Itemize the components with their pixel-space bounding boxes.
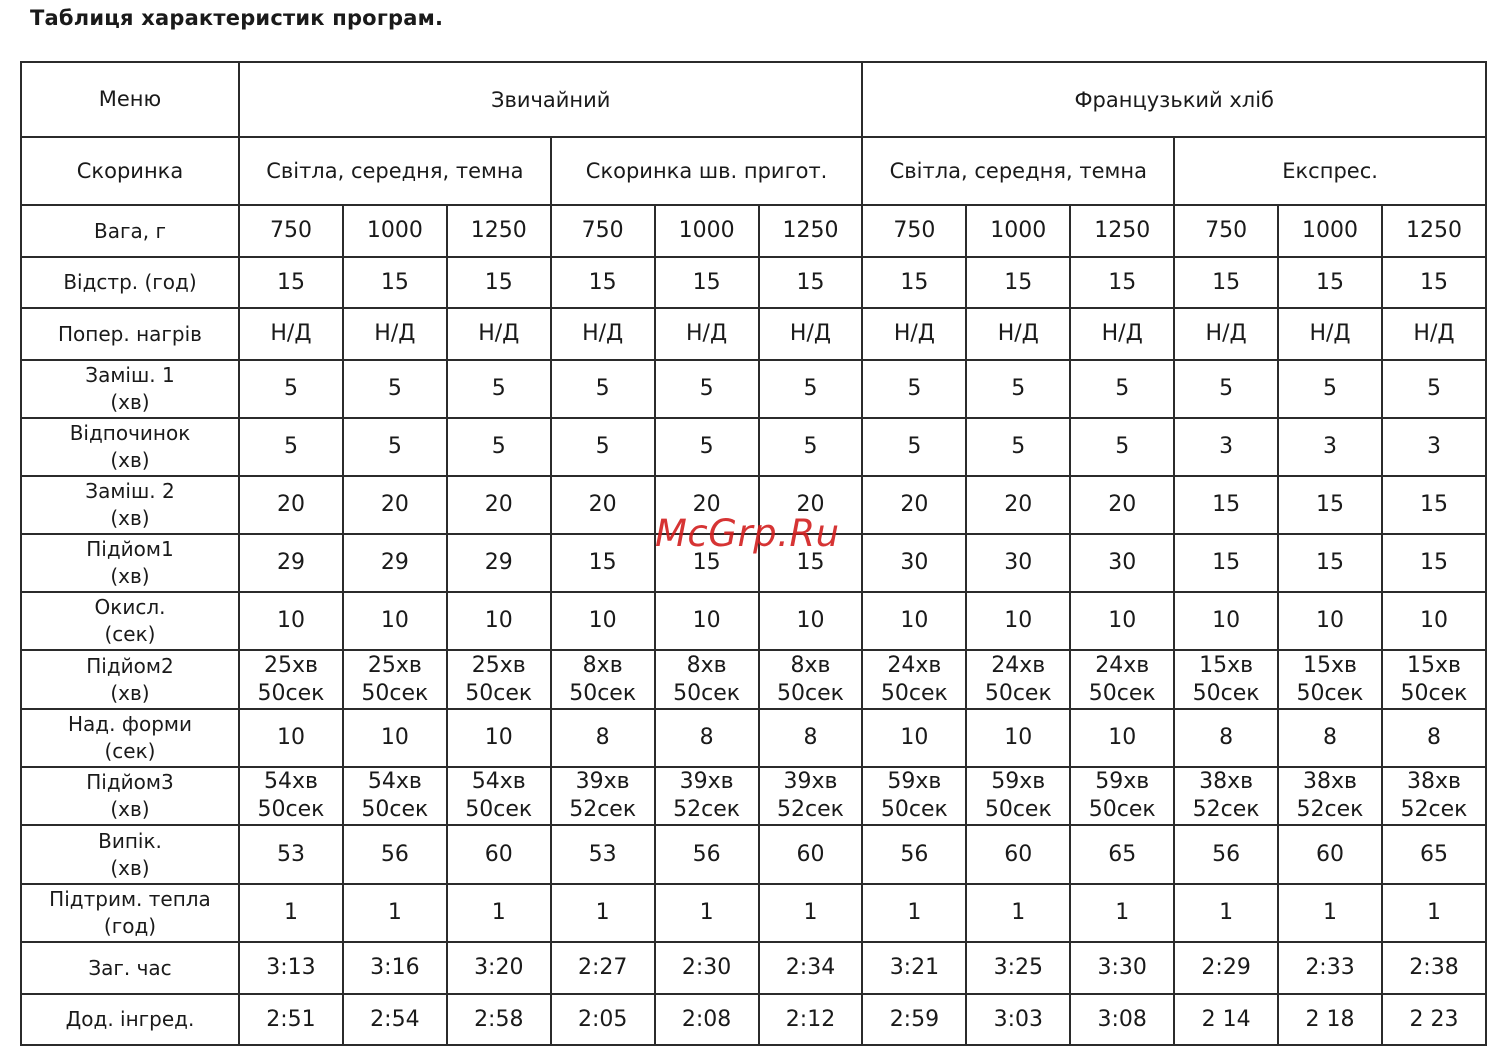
row-label xyxy=(21,994,239,1045)
row-label-line: (сек) xyxy=(104,739,156,763)
table-cell: Н/Д xyxy=(862,308,966,360)
cell-line: 50сек xyxy=(1088,797,1156,822)
table-row xyxy=(21,825,1486,884)
row-label-line: (хв) xyxy=(110,390,150,414)
table-cell: 29 xyxy=(447,534,551,592)
table-cell: 2 23 xyxy=(1382,994,1486,1045)
cell-line: 38хв xyxy=(1199,769,1254,794)
table-cell xyxy=(1278,650,1382,709)
table-cell: 10 xyxy=(862,709,966,767)
cell-line: 15хв xyxy=(1199,652,1254,678)
table-cell xyxy=(1382,767,1486,825)
cell-line: 24хв xyxy=(887,652,942,678)
cell-line: 50сек xyxy=(257,680,325,706)
table-cell: 10 xyxy=(343,709,447,767)
table-cell xyxy=(1278,767,1382,825)
table-cell: 15 xyxy=(1382,257,1486,308)
table-cell: 1 xyxy=(1174,884,1278,942)
watermark: McGrp.Ru xyxy=(655,512,840,555)
menu-group-french-bread: Французький хліб xyxy=(862,62,1486,137)
table-row xyxy=(21,767,1486,825)
cell-line: 50сек xyxy=(465,680,533,706)
table-cell: 5 xyxy=(1278,360,1382,418)
cell-line: 38хв xyxy=(1406,769,1461,794)
row-label-line: (год) xyxy=(103,914,157,938)
row-label xyxy=(21,709,239,767)
cell-line: 59хв xyxy=(1095,769,1150,794)
cell-line: 50сек xyxy=(880,680,948,706)
table-cell: 20 xyxy=(343,476,447,534)
row-label xyxy=(21,360,239,418)
row-label-line: Заг. час xyxy=(88,955,172,980)
table-cell: 60 xyxy=(966,825,1070,884)
table-cell: 5 xyxy=(343,418,447,476)
cell-line: 50сек xyxy=(257,797,325,822)
table-cell: 15 xyxy=(1278,476,1382,534)
cell-line: 50сек xyxy=(673,680,741,706)
table-row xyxy=(21,308,1486,360)
table-cell: 1 xyxy=(239,884,343,942)
table-cell: 15 xyxy=(655,534,759,592)
table-cell: 5 xyxy=(239,418,343,476)
table-cell: 15 xyxy=(1278,534,1382,592)
table-cell: 3:30 xyxy=(1070,942,1174,994)
table-cell xyxy=(759,767,863,825)
row-label-line: (хв) xyxy=(110,448,150,472)
table-cell: 10 xyxy=(447,709,551,767)
table-cell: 2 18 xyxy=(1278,994,1382,1045)
row-label-line: Попер. нагрів xyxy=(58,321,202,346)
table-cell xyxy=(447,767,551,825)
row-label-line: Випік. xyxy=(98,828,162,853)
cell-line: 50сек xyxy=(984,797,1052,822)
crust-label: Скоринка xyxy=(21,137,239,205)
row-label-line: (хв) xyxy=(110,506,150,530)
table-cell: 1000 xyxy=(966,205,1070,257)
row-label xyxy=(21,205,239,257)
table-cell: 3:16 xyxy=(343,942,447,994)
table-cell: 10 xyxy=(239,592,343,650)
cell-line: 52сек xyxy=(777,797,844,822)
table-cell: 1250 xyxy=(1382,205,1486,257)
table-cell: 1250 xyxy=(447,205,551,257)
table-cell: 2 14 xyxy=(1174,994,1278,1045)
row-label xyxy=(21,884,239,942)
table-row xyxy=(21,709,1486,767)
table-row xyxy=(21,360,1486,418)
table-cell: 750 xyxy=(239,205,343,257)
table-cell: Н/Д xyxy=(1070,308,1174,360)
table-cell: 2:08 xyxy=(655,994,759,1045)
row-label-line: Над. форми xyxy=(68,712,192,736)
cell-line: 50сек xyxy=(465,797,533,822)
crust-option: Скоринка шв. пригот. xyxy=(551,137,863,205)
table-cell xyxy=(655,767,759,825)
table-cell: 20 xyxy=(551,476,655,534)
table-cell xyxy=(966,650,1070,709)
table-cell: 10 xyxy=(1382,592,1486,650)
row-label-line: (хв) xyxy=(110,855,150,880)
table-cell: 5 xyxy=(862,360,966,418)
table-cell: 56 xyxy=(655,825,759,884)
row-label-line: Підтрим. тепла xyxy=(49,887,211,911)
cell-line: 8хв xyxy=(582,652,623,678)
cell-line: 50сек xyxy=(984,680,1052,706)
row-label-line: Окисл. xyxy=(94,595,166,619)
cell-line: 52сек xyxy=(1192,797,1260,822)
table-cell: 15 xyxy=(447,257,551,308)
table-cell: Н/Д xyxy=(1278,308,1382,360)
table-cell: 56 xyxy=(343,825,447,884)
table-cell: 15 xyxy=(343,257,447,308)
cell-line: 50сек xyxy=(569,680,637,706)
cell-line: 8хв xyxy=(686,652,727,678)
table-cell: 15 xyxy=(759,534,863,592)
cell-line: 54хв xyxy=(471,769,526,794)
table-cell: 15 xyxy=(239,257,343,308)
row-label-line: (сек) xyxy=(104,622,156,646)
table-cell: 20 xyxy=(239,476,343,534)
table-cell: 5 xyxy=(1382,360,1486,418)
row-label xyxy=(21,592,239,650)
table-cell: 8 xyxy=(1278,709,1382,767)
table-cell: 2:34 xyxy=(759,942,863,994)
table-cell: 5 xyxy=(447,360,551,418)
table-cell: 3:20 xyxy=(447,942,551,994)
table-cell: 750 xyxy=(1174,205,1278,257)
table-cell: 3:13 xyxy=(239,942,343,994)
table-cell: 20 xyxy=(966,476,1070,534)
table-cell: 15 xyxy=(759,257,863,308)
row-label xyxy=(21,942,239,994)
cell-line: 50сек xyxy=(1088,680,1156,706)
table-cell: 10 xyxy=(966,709,1070,767)
table-cell: 15 xyxy=(1278,257,1382,308)
table-cell: 2:30 xyxy=(655,942,759,994)
table-cell: 1 xyxy=(1278,884,1382,942)
table-cell xyxy=(1070,650,1174,709)
table-cell: 60 xyxy=(1278,825,1382,884)
table-cell: 8 xyxy=(655,709,759,767)
table-cell: 1 xyxy=(759,884,863,942)
crust-row xyxy=(21,137,1486,205)
table-cell: 3 xyxy=(1382,418,1486,476)
table-cell: 2:05 xyxy=(551,994,655,1045)
table-cell: 20 xyxy=(447,476,551,534)
table-cell xyxy=(1174,767,1278,825)
table-cell: 3 xyxy=(1174,418,1278,476)
row-label-line: (хв) xyxy=(110,564,150,588)
table-cell: 15 xyxy=(862,257,966,308)
table-cell xyxy=(655,650,759,709)
table-cell: 53 xyxy=(239,825,343,884)
row-label xyxy=(21,418,239,476)
table-cell: 10 xyxy=(966,592,1070,650)
table-cell: Н/Д xyxy=(551,308,655,360)
table-cell: 56 xyxy=(862,825,966,884)
cell-line: 15хв xyxy=(1303,652,1357,678)
table-cell: 20 xyxy=(759,476,863,534)
table-cell xyxy=(343,767,447,825)
table-cell: 2:33 xyxy=(1278,942,1382,994)
table-cell: Н/Д xyxy=(966,308,1070,360)
menu-label: Меню xyxy=(21,62,239,137)
table-cell: 3:08 xyxy=(1070,994,1174,1045)
table-row xyxy=(21,592,1486,650)
table-cell: 5 xyxy=(551,360,655,418)
table-cell: 15 xyxy=(655,257,759,308)
table-cell xyxy=(551,767,655,825)
table-cell: 15 xyxy=(1174,534,1278,592)
table-cell xyxy=(1382,650,1486,709)
table-cell: 5 xyxy=(447,418,551,476)
table-cell: 20 xyxy=(1070,476,1174,534)
table-cell: 1 xyxy=(343,884,447,942)
table-cell: 15 xyxy=(551,534,655,592)
table-cell: 5 xyxy=(1070,418,1174,476)
table-cell: Н/Д xyxy=(655,308,759,360)
table-cell: 60 xyxy=(447,825,551,884)
row-label xyxy=(21,308,239,360)
row-label xyxy=(21,767,239,825)
table-cell: 1250 xyxy=(759,205,863,257)
table-cell: 10 xyxy=(343,592,447,650)
table-cell: 5 xyxy=(759,418,863,476)
row-label xyxy=(21,476,239,534)
table-cell: 8 xyxy=(551,709,655,767)
table-cell xyxy=(551,650,655,709)
table-row xyxy=(21,994,1486,1045)
table-cell: 1 xyxy=(551,884,655,942)
table-cell xyxy=(759,650,863,709)
table-cell xyxy=(1070,767,1174,825)
row-label-line: Підйом1 xyxy=(86,537,174,561)
table-cell: 1000 xyxy=(343,205,447,257)
table-cell: 8 xyxy=(1382,709,1486,767)
table-cell xyxy=(447,650,551,709)
table-cell: 2:58 xyxy=(447,994,551,1045)
row-label-line: Підйом3 xyxy=(86,770,174,794)
table-cell: Н/Д xyxy=(343,308,447,360)
table-cell: 15 xyxy=(551,257,655,308)
menu-row xyxy=(21,62,1486,137)
table-cell: 65 xyxy=(1382,825,1486,884)
cell-line: 52сек xyxy=(1400,797,1468,822)
row-label-line: Вага, г xyxy=(94,218,166,243)
table-cell: 5 xyxy=(655,418,759,476)
cell-line: 39хв xyxy=(783,769,838,794)
row-label xyxy=(21,650,239,709)
table-cell: 5 xyxy=(966,360,1070,418)
table-cell: 1 xyxy=(966,884,1070,942)
row-label-line: Заміш. 1 xyxy=(85,363,175,387)
table-cell: 1 xyxy=(447,884,551,942)
table-cell: 65 xyxy=(1070,825,1174,884)
cell-line: 39хв xyxy=(575,769,630,794)
menu-group-regular: Звичайний xyxy=(239,62,862,137)
table-cell: 3:21 xyxy=(862,942,966,994)
table-cell: 5 xyxy=(759,360,863,418)
table-cell: 2:12 xyxy=(759,994,863,1045)
cell-line: 25хв xyxy=(263,652,318,678)
table-cell: 1000 xyxy=(1278,205,1382,257)
table-row xyxy=(21,205,1486,257)
table-cell: 56 xyxy=(1174,825,1278,884)
cell-line: 52сек xyxy=(673,797,741,822)
row-label xyxy=(21,534,239,592)
table-cell: 1 xyxy=(655,884,759,942)
table-cell: 5 xyxy=(551,418,655,476)
row-label xyxy=(21,825,239,884)
table-cell: 1 xyxy=(862,884,966,942)
table-cell: 3:03 xyxy=(966,994,1070,1045)
cell-line: 59хв xyxy=(887,769,942,794)
table-cell: 15 xyxy=(1382,476,1486,534)
cell-line: 39хв xyxy=(679,769,734,794)
table-cell: Н/Д xyxy=(447,308,551,360)
crust-option: Світла, середня, темна xyxy=(862,137,1174,205)
table-cell: 2:51 xyxy=(239,994,343,1045)
cell-line: 15хв xyxy=(1406,652,1461,678)
table-cell: 10 xyxy=(447,592,551,650)
table-cell: 10 xyxy=(1070,592,1174,650)
table-cell: 29 xyxy=(343,534,447,592)
table-cell: 10 xyxy=(862,592,966,650)
cell-line: 52сек xyxy=(569,797,637,822)
table-cell: 2:54 xyxy=(343,994,447,1045)
table-cell: 10 xyxy=(1174,592,1278,650)
table-cell: 2:29 xyxy=(1174,942,1278,994)
table-cell: 3:25 xyxy=(966,942,1070,994)
crust-option: Експрес. xyxy=(1174,137,1486,205)
cell-line: 38хв xyxy=(1303,769,1357,794)
table-row xyxy=(21,257,1486,308)
table-cell: 750 xyxy=(551,205,655,257)
table-cell: 20 xyxy=(862,476,966,534)
row-label-line: Відстр. (год) xyxy=(63,270,197,294)
crust-option: Світла, середня, темна xyxy=(239,137,551,205)
cell-line: 50сек xyxy=(880,797,948,822)
table-cell: 10 xyxy=(239,709,343,767)
table-cell: 10 xyxy=(551,592,655,650)
table-row xyxy=(21,884,1486,942)
table-cell: 15 xyxy=(1174,257,1278,308)
table-cell xyxy=(239,767,343,825)
table-cell: 5 xyxy=(239,360,343,418)
table-cell: 29 xyxy=(239,534,343,592)
cell-line: 50сек xyxy=(777,680,844,706)
table-cell: 10 xyxy=(1278,592,1382,650)
table-cell: 5 xyxy=(655,360,759,418)
table-cell: 8 xyxy=(1174,709,1278,767)
table-cell xyxy=(862,650,966,709)
cell-line: 25хв xyxy=(471,652,526,678)
row-label-line: (хв) xyxy=(110,797,150,821)
table-cell: 1000 xyxy=(655,205,759,257)
cell-line: 50сек xyxy=(361,797,429,822)
cell-line: 59хв xyxy=(991,769,1046,794)
table-cell xyxy=(343,650,447,709)
table-cell: 30 xyxy=(862,534,966,592)
row-label xyxy=(21,257,239,308)
table-cell: 8 xyxy=(759,709,863,767)
table-cell: 30 xyxy=(1070,534,1174,592)
table-cell: 15 xyxy=(1382,534,1486,592)
table-cell: Н/Д xyxy=(239,308,343,360)
table-cell: 20 xyxy=(655,476,759,534)
table-cell: 2:38 xyxy=(1382,942,1486,994)
cell-line: 50сек xyxy=(1296,680,1364,706)
table-cell: 15 xyxy=(1174,476,1278,534)
cell-line: 54хв xyxy=(263,769,318,794)
table-cell xyxy=(862,767,966,825)
table-cell: 60 xyxy=(759,825,863,884)
table-cell: 10 xyxy=(1070,709,1174,767)
table-cell: Н/Д xyxy=(1382,308,1486,360)
table-cell: 5 xyxy=(343,360,447,418)
table-cell: 3 xyxy=(1278,418,1382,476)
cell-line: 50сек xyxy=(1400,680,1468,706)
cell-line: 50сек xyxy=(361,680,429,706)
cell-line: 8хв xyxy=(790,652,831,678)
row-label-line: Відпочинок xyxy=(69,421,191,445)
table-cell: 10 xyxy=(655,592,759,650)
table-cell: 5 xyxy=(1174,360,1278,418)
table-cell xyxy=(1174,650,1278,709)
table-cell: 10 xyxy=(759,592,863,650)
table-cell: 5 xyxy=(966,418,1070,476)
table-cell: 5 xyxy=(1070,360,1174,418)
cell-line: 52сек xyxy=(1296,797,1364,822)
cell-line: 25хв xyxy=(367,652,422,678)
table-cell: 53 xyxy=(551,825,655,884)
cell-line: 50сек xyxy=(1192,680,1260,706)
table-row xyxy=(21,650,1486,709)
table-cell: Н/Д xyxy=(1174,308,1278,360)
table-cell: 5 xyxy=(862,418,966,476)
row-label-line: Дод. інгред. xyxy=(65,1007,195,1031)
table-cell: 2:27 xyxy=(551,942,655,994)
table-cell: 1250 xyxy=(1070,205,1174,257)
table-cell: 15 xyxy=(1070,257,1174,308)
cell-line: 54хв xyxy=(367,769,422,794)
row-label-line: Підйом2 xyxy=(86,653,174,678)
table-cell: 1 xyxy=(1382,884,1486,942)
table-cell xyxy=(239,650,343,709)
table-cell: 2:59 xyxy=(862,994,966,1045)
table-cell: 15 xyxy=(966,257,1070,308)
row-label-line: Заміш. 2 xyxy=(85,479,175,503)
table-cell: 750 xyxy=(862,205,966,257)
table-row xyxy=(21,418,1486,476)
table-cell: 1 xyxy=(1070,884,1174,942)
table-cell xyxy=(966,767,1070,825)
table-cell: 30 xyxy=(966,534,1070,592)
table-row xyxy=(21,942,1486,994)
table-cell: Н/Д xyxy=(759,308,863,360)
cell-line: 24хв xyxy=(1095,652,1150,678)
row-label-line: (хв) xyxy=(110,680,150,705)
table-title: Таблиця характеристик програм. xyxy=(30,6,444,30)
cell-line: 24хв xyxy=(991,652,1046,678)
